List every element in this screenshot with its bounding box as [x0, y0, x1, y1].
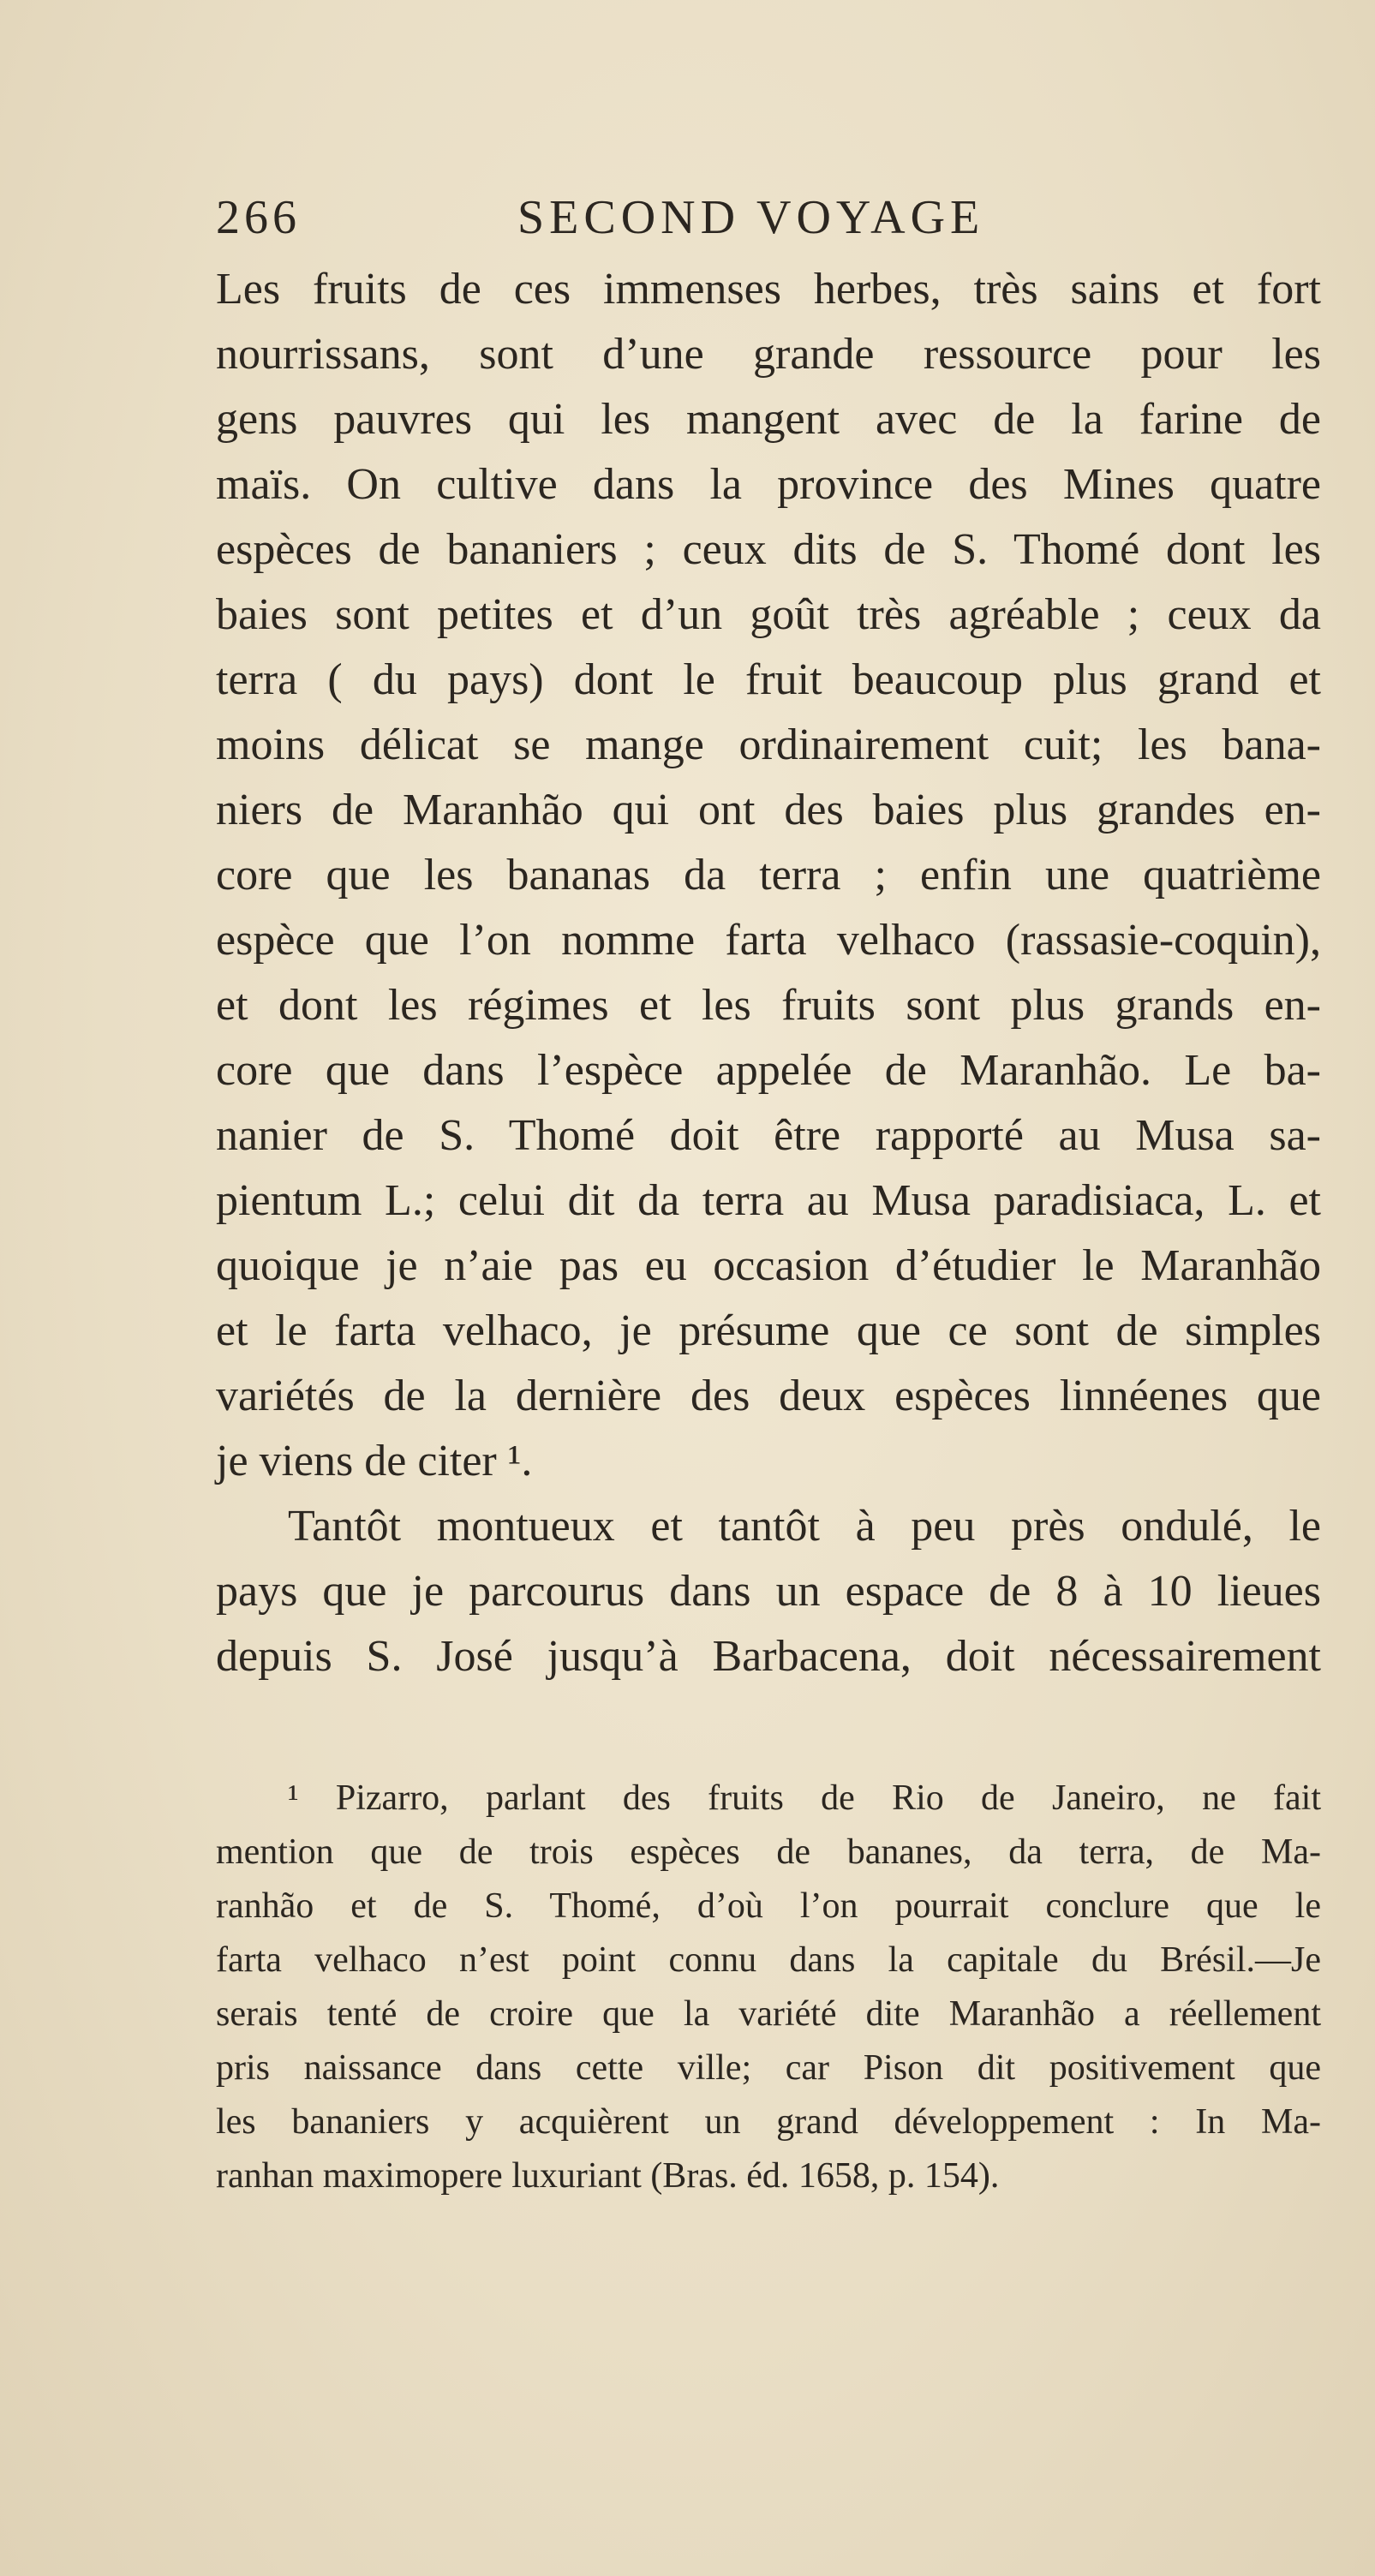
footnote-line: ranhão et de S. Thomé, d’où l’on pourrait conclure que le [216, 1886, 1321, 1926]
body-line: variétés de la dernière des deux espèces linnéenes que [216, 1372, 1321, 1420]
body-text [216, 257, 1321, 1689]
body-line: et dont les régimes et les fruits sont plus grands en- [216, 981, 1321, 1030]
body-line: Tantôt montueux et tantôt à peu près ondulé, le [288, 1502, 1321, 1551]
body-line: espèces de bananiers ; ceux dits de S. Thomé dont les [216, 525, 1321, 574]
body-line: core que les bananas da terra ; enfin une quatrième [216, 851, 1321, 900]
footnote-line: mention que de trois espèces de bananes, da terra, de Ma- [216, 1832, 1321, 1872]
body-line: core que dans l’espèce appelée de Maranhão. Le ba- [216, 1046, 1321, 1095]
body-line: quoique je n’aie pas eu occasion d’étudier le Maranhão [216, 1241, 1321, 1290]
footnote-line: ranhan maximopere luxuriant (Bras. éd. 1658, p. 154). [216, 2156, 1000, 2196]
body-line: Les fruits de ces immenses herbes, très sains et fort [216, 265, 1321, 314]
page-number: 266 [216, 191, 301, 244]
footnote-line: serais tenté de croire que la variété dite Maranhão a réellement [216, 1994, 1321, 2034]
body-line: maïs. On cultive dans la province des Mines quatre [216, 460, 1321, 509]
footnote-line: les bananiers y acquièrent un grand développement : In Ma- [216, 2102, 1321, 2142]
body-line: nanier de S. Thomé doit être rapporté au Musa sa- [216, 1111, 1321, 1160]
footnotes [216, 1772, 1321, 2203]
body-line: espèce que l’on nomme farta velhaco (rassasie-coquin), [216, 916, 1321, 965]
body-line: et le farta velhaco, je présume que ce sont de simples [216, 1306, 1321, 1355]
running-title: SECOND VOYAGE [517, 191, 985, 244]
body-line: depuis S. José jusqu’à Barbacena, doit nécessairement [216, 1632, 1321, 1681]
footnote-line: ¹ Pizarro, parlant des fruits de Rio de Janeiro, ne fait [288, 1778, 1321, 1818]
body-line: niers de Maranhão qui ont des baies plus grandes en- [216, 786, 1321, 834]
body-line: nourrissans, sont d’une grande ressource pour les [216, 330, 1321, 379]
page-header [216, 190, 1321, 250]
body-line: moins délicat se mange ordinairement cuit; les bana- [216, 720, 1321, 769]
body-line: terra ( du pays) dont le fruit beaucoup plus grand et [216, 655, 1321, 704]
body-line: baies sont petites et d’un goût très agréable ; ceux da [216, 590, 1321, 639]
footnote-line: pris naissance dans cette ville; car Pison dit positivement que [216, 2048, 1321, 2088]
body-line: je viens de citer ¹. [216, 1437, 533, 1485]
body-line: pays que je parcourus dans un espace de 8 à 10 lieues [216, 1567, 1321, 1616]
footnote-line: farta velhaco n’est point connu dans la capitale du Brésil.—Je [216, 1940, 1321, 1980]
body-line: pientum L.; celui dit da terra au Musa paradisiaca, L. et [216, 1176, 1321, 1225]
body-line: gens pauvres qui les mangent avec de la farine de [216, 395, 1321, 444]
